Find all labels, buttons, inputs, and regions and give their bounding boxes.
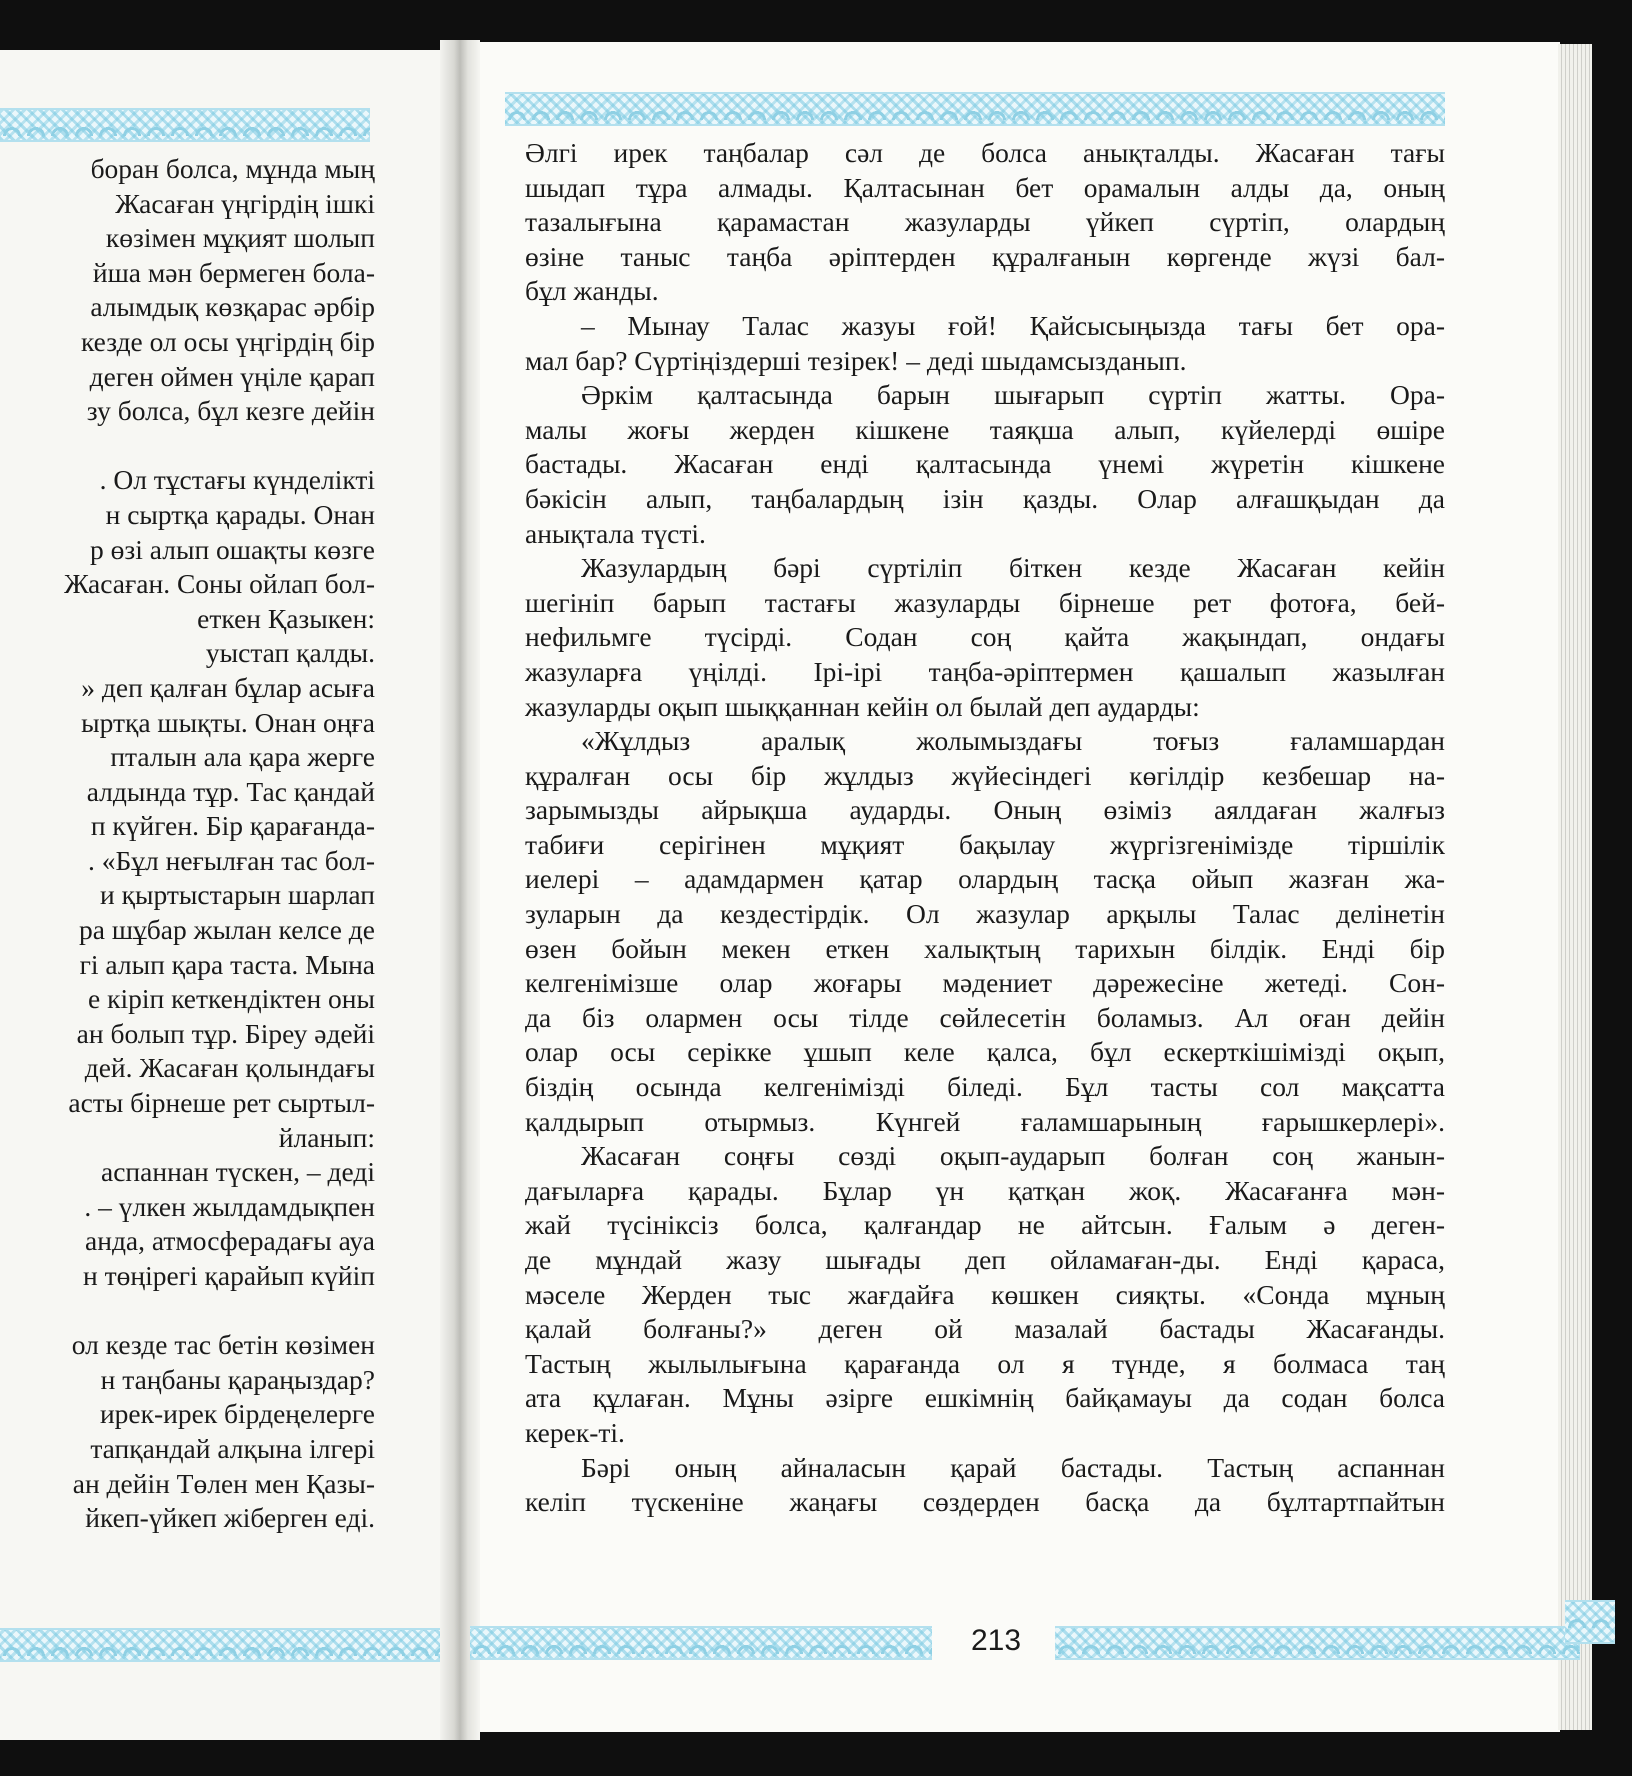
text-line: өзен бойын мекен еткен халықтың тарихын білдік. Енді бір [525,932,1445,964]
edge-ornament-tab [1565,1600,1615,1644]
left-top-ornament [0,108,370,142]
text-line: бұл жанды. [525,275,659,307]
text-line: Әлгі ирек таңбалар сәл де болса анықталды. Жасаған тағы [525,137,1445,168]
text-line: – Мынау Талас жазуы ғой! Қайсысыңызда тағы бет ора- [581,309,1445,341]
text-line: Тастың жылылығына қарағанда ол я түнде, я болмаса таң [525,1347,1445,1379]
text-line: шегініп барып тастағы жазуларды бірнеше рет фотоға, бей- [525,586,1445,618]
right-top-ornament [505,92,1445,126]
right-bottom-ornament-left [470,1626,932,1660]
text-line: деген оймен үңіле қарап [89,360,375,392]
text-line: Әркім қалтасында барын шығарып сүртіп жатты. Ора- [581,379,1445,411]
text-line: керек-ті. [525,1416,625,1448]
text-line: бәкісін алып, таңбалардың ізін қазды. Олар алғашқыдан да [525,482,1445,514]
text-line: ан болып тұр. Біреу әдейі [76,1017,375,1049]
text-line: зуларын да кездестірдік. Ол жазулар арқылы Талас делінетін [525,898,1445,930]
text-line: жазуларды оқып шыққаннан кейін ол былай деп аударды: [525,690,1200,722]
text-line: нефильмге түсірді. Содан соң қайта жақындап, ондағы [525,621,1445,653]
text-line: келіп түскеніне жаңағы сөздерден басқа да бұлтартпайтын [525,1486,1445,1518]
text-line: йланып: [278,1121,375,1153]
text-line: и қыртыстарын шарлап [100,879,375,911]
text-line: еткен Қазыкен: [197,602,375,634]
text-line: зарымызды айрықша аударды. Оның өзіміз аялдаған жалғыз [525,794,1445,826]
text-line: ра шұбар жылан келсе де [78,914,375,946]
text-line: «Жұлдыз аралық жолымыздағы тоғыз ғаламшардан [581,725,1445,757]
text-line: жай түсініксіз болса, қалғандар не айтсын. Ғалым ә деген- [525,1209,1445,1241]
text-line: н төңірегі қарайып күйіп [83,1260,375,1291]
text-line: да біз олармен осы тілде сөйлесетін боламыз. Ал оған дейін [525,1001,1445,1033]
text-line: анда, атмосферадағы ауа [85,1225,375,1257]
text-line: » деп қалған бұлар асыға [81,671,375,703]
text-line: қалай болғаны?» деген ой мазалай бастады Жасағанды. [525,1313,1445,1345]
text-line: ол кезде тас бетін көзімен [71,1329,375,1361]
text-line: боран болса, мұнда мың [90,153,375,184]
text-line: табиғи серігінен мұқият бақылау жүргізгенімізде тіршілік [525,828,1445,860]
text-line: көзімен мұқият шолып [105,222,375,254]
text-line: гі алып қара таста. Мына [79,948,375,980]
text-line: йкеп-үйкеп жіберген еді. [85,1502,375,1534]
text-line: мал бар? Сүртіңіздерші тезірек! – деді шыдамсызданып. [525,344,1187,376]
text-line: тазалығына қарамастан жазуларды үйкеп сүртіп, олардың [525,206,1445,238]
text-line: Жасаған үңгірдің ішкі [115,187,375,219]
text-line: алымдық көзқарас әрбір [90,291,375,323]
text-line: . – үлкен жылдамдықпен [84,1190,375,1222]
text-line: алдында тұр. Тас қандай [86,775,375,807]
text-line: дағыларға қарады. Бұлар үн қатқан жоқ. Жасағанға мән- [525,1174,1445,1206]
text-line: . Ол тұстағы күнделікті [99,464,375,496]
text-line: ан дейін Төлен мен Қазы- [72,1467,375,1499]
text-line: де мұндай жазу шығады деп ойламаған-ды. Енді қараса, [525,1244,1445,1275]
text-line: өзіне таныс таңба әріптерден құралғанын көргенде жүзі бал- [525,240,1445,272]
text-line: ирек-ирек бірдеңелерге [99,1398,375,1430]
text-line: зу болса, бұл кезге дейін [86,395,375,427]
text-line: Бәрі оның айналасын қарай бастады. Тастың аспаннан [581,1451,1445,1483]
text-line: кезде ол осы үңгірдің бір [80,325,375,357]
text-line: п күйген. Бір қарағанда- [90,810,375,842]
text-line: бастады. Жасаған енді қалтасында үнемі жүретін кішкене [525,448,1445,480]
text-line: құралған осы бір жұлдыз жүйесіндегі көгілдір кезбешар на- [525,759,1445,791]
text-line: ата құлаған. Мұны әзірге ешкімнің байқамауы да содан болса [525,1382,1445,1414]
page-number: 213 [970,1624,1022,1657]
text-line: ыртқа шықты. Онан оңға [81,706,375,738]
text-line: қалдырып отырмыз. Күнгей ғаламшарының ғарышкерлері». [525,1105,1445,1137]
text-line: мәселе Жерден тыс жағдайға көшкен сияқты. «Сонда мұның [525,1278,1445,1310]
text-line: Жасаған. Соны ойлап бол- [64,568,375,600]
text-line: асты бірнеше рет сыртыл- [68,1087,375,1119]
right-bottom-ornament-right [1055,1626,1580,1660]
text-line: Жазулардың бәрі сүртіліп біткен кезде Жасаған кейін [581,552,1445,584]
book-gutter [440,40,480,1740]
text-line: н сыртқа қарады. Онан [105,498,375,530]
text-line: иелері – адамдармен қатар олардың тасқа ойып жазған жа- [525,863,1445,895]
text-line: тапқандай алқына ілгері [90,1432,375,1464]
text-line: . «Бұл неғылған тас бол- [87,844,375,876]
left-page-text [0,152,375,1536]
right-page-text [525,136,1445,1520]
text-line: аспаннан түскен, – деді [101,1156,375,1188]
text-line: малы жоғы жерден кішкене таяқша алып, күйелерді өшіре [525,413,1445,445]
left-bottom-ornament [0,1628,440,1662]
text-line: шыдап тұра алмады. Қалтасынан бет орамалын алды да, оның [525,171,1445,203]
text-line [0,1294,375,1329]
text-line: олар осы серікке ұшып келе қалса, бұл ескерткішімізді оқып, [525,1036,1445,1068]
text-line: анықтала түсті. [525,517,706,549]
text-line: келгенімізше олар жоғары мәдениет дәрежесіне жетеді. Сон- [525,967,1445,999]
text-line: дей. Жасаған қолындағы [84,1052,375,1084]
page-edges [1558,44,1592,1730]
text-line: пталын ала қара жерге [110,741,375,773]
text-line: р өзі алып ошақты көзге [90,533,375,565]
text-line: йша мән бермеген бола- [92,256,375,288]
text-line: е кіріп кеткендіктен оны [88,983,375,1015]
text-line: біздің осында келгенімізді біледі. Бұл тасты сол мақсатта [525,1071,1445,1103]
text-line: н таңбаны қараңыздар? [100,1363,375,1395]
text-line: Жасаған соңғы сөзді оқып-аударып болған соң жанын- [581,1140,1445,1172]
text-line [0,429,375,464]
text-line: уыстап қалды. [205,637,375,669]
text-line: жазуларға үңілді. Ірі-ірі таңба-әріптермен қашалып жазылған [525,655,1445,687]
